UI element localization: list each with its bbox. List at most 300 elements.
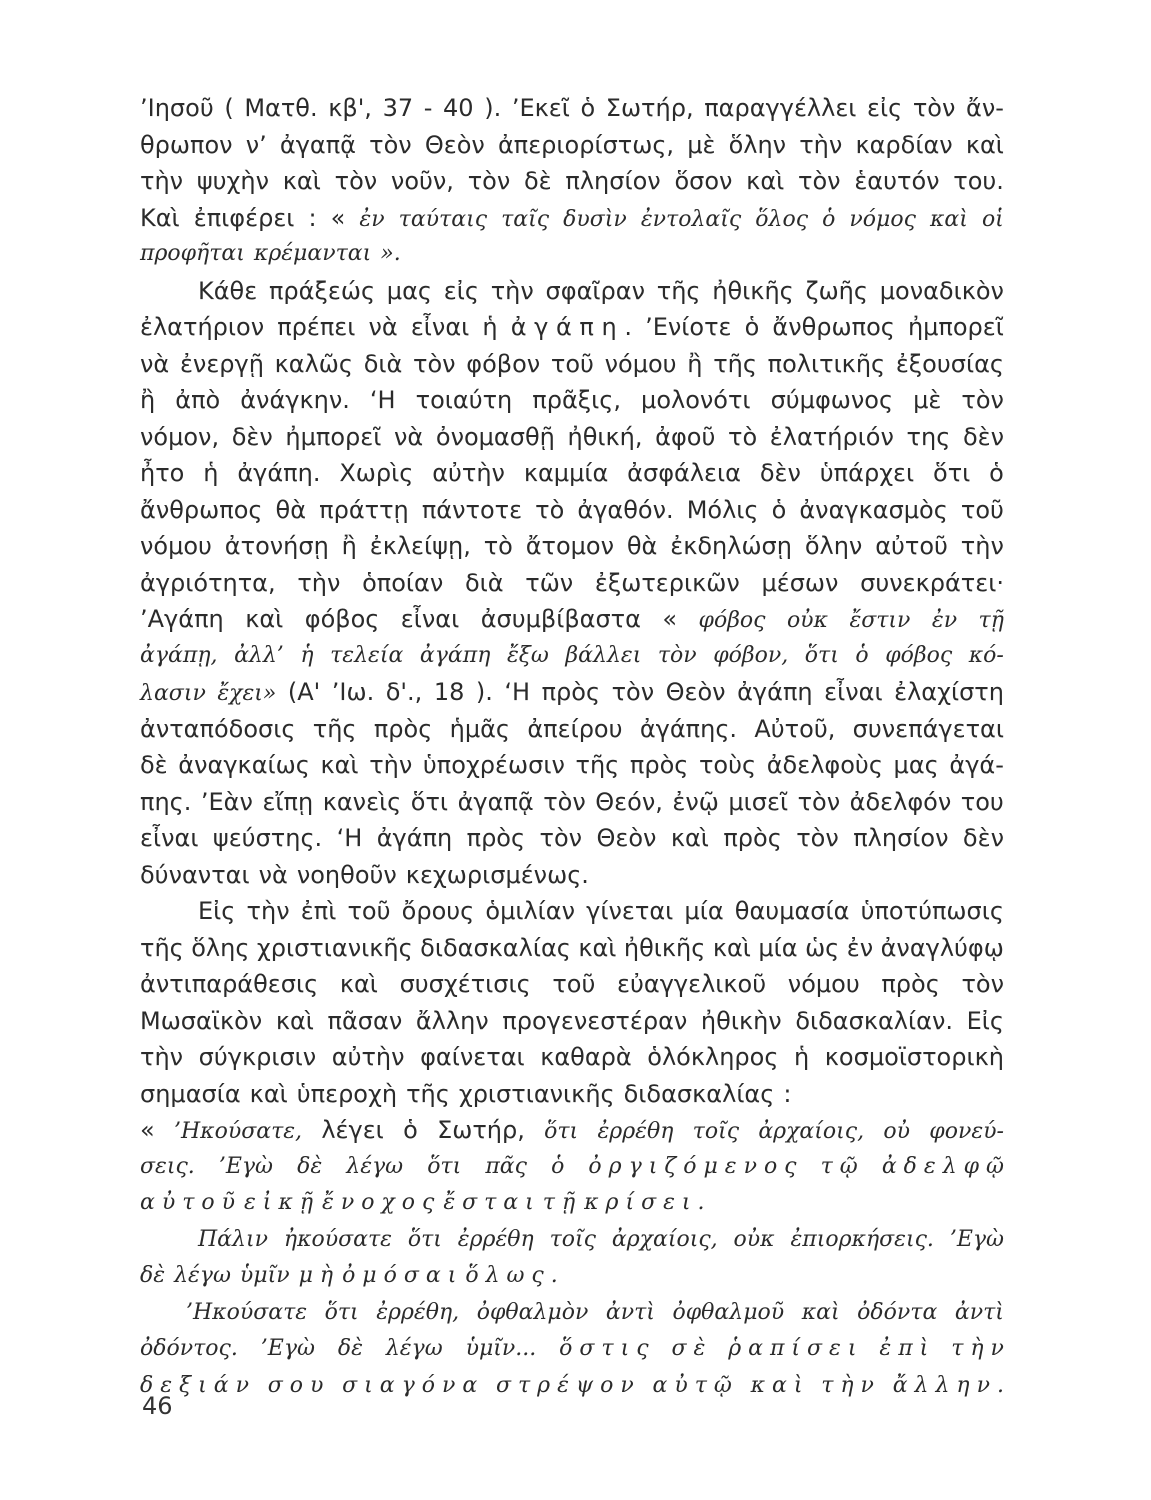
word: δὲν [962, 824, 1004, 852]
page-number: 46 [142, 1392, 173, 1420]
word: τ ῷ [820, 1153, 858, 1179]
word: τὸν [912, 94, 956, 122]
word: χριστιανικῆς [458, 1079, 615, 1108]
word: πράξεώς [268, 276, 376, 305]
word: Σωτήρ, [437, 1116, 525, 1144]
word: τὸ [728, 422, 758, 451]
word: ε ἰ κ ῇ [244, 1190, 314, 1215]
word: ὅλην [728, 130, 787, 159]
word: ὅ λ ω ς . [465, 1263, 558, 1288]
word: ὁ [744, 313, 760, 341]
word: νὰ [394, 422, 424, 451]
word: μὲ [913, 386, 942, 414]
word: ἐκλείψῃ, [369, 532, 471, 560]
word: οἱ [981, 206, 1004, 232]
text-line [140, 893, 1004, 930]
word: ψεύστης. [212, 824, 323, 852]
word: ‘Η [504, 678, 531, 706]
word: ὀφθαλμὸν [476, 1299, 589, 1325]
word: ὁ [989, 459, 1004, 487]
word: ὀ μ ό σ α ι [342, 1263, 457, 1288]
word: τ ὴ ν [821, 1372, 874, 1398]
word: τῶν [525, 568, 574, 597]
word: νόμος [849, 206, 916, 232]
word: εἴπῃ [262, 787, 314, 816]
word: ἀντὶ [954, 1299, 1004, 1325]
word: ὅτι [324, 1299, 359, 1325]
word: ταύταις [398, 206, 488, 232]
word: καὶ [670, 824, 709, 852]
word: λέγω [346, 1153, 404, 1179]
word: βάλλει [565, 642, 642, 668]
word: συνεπάγεται [852, 714, 1004, 743]
word: ἄνθρωπος [140, 495, 263, 524]
word: πᾶς [485, 1153, 527, 1179]
word: τῆς [713, 349, 757, 378]
text-line [140, 1185, 1004, 1222]
text-line [140, 90, 1004, 127]
word: σεις. [140, 1153, 195, 1179]
word: ἢ [341, 532, 357, 560]
word: Μόλις [686, 495, 759, 524]
word: τῆς [312, 714, 357, 743]
word: σύγκρισιν [198, 1043, 317, 1071]
word: σφαῖραν [545, 276, 645, 305]
word: ἀναγκασμὸς [799, 495, 948, 524]
word: τὸν [796, 824, 839, 852]
word: ἡ [482, 313, 498, 341]
word: θὰ [626, 532, 658, 560]
word: ἀρχαίοις, [758, 1119, 865, 1144]
word: ταῖς [501, 206, 550, 232]
word: κό- [968, 642, 1004, 668]
word: τῆς [575, 751, 620, 779]
word: ὀφθαλμοῦ [672, 1299, 785, 1325]
text-line [140, 1331, 1004, 1368]
body-text [140, 90, 1004, 1404]
word: κανεὶς [322, 787, 402, 816]
word: καὶ [245, 605, 284, 633]
word: ψυχὴν [196, 167, 270, 195]
word: : [308, 203, 317, 232]
word: καὶ [801, 1299, 840, 1325]
word: 37 [382, 94, 414, 122]
word: (Α' [287, 678, 321, 706]
word: ὅ σ τ ι ς [559, 1336, 649, 1361]
word: ἡ [203, 459, 219, 487]
word: συνεκράτει· [860, 568, 1004, 597]
word: ( [224, 94, 234, 122]
word: ἄτομον [525, 532, 614, 560]
text-line [140, 346, 1004, 383]
word: πλησίον [853, 824, 949, 852]
word: ἐλατήριον [140, 313, 265, 341]
word: διδασκαλίαν. [795, 1006, 953, 1035]
word: α ὐ τ ο ῦ [140, 1190, 235, 1215]
word: τὸν [961, 386, 1004, 414]
word: δύνανται [140, 860, 250, 889]
word: δὲ [140, 751, 168, 779]
word: τ ῇ [542, 1190, 576, 1215]
word: ’Εὰν [200, 787, 253, 816]
word: ἀγαπᾷ [279, 130, 357, 159]
word: πρὸς [466, 824, 526, 852]
word: πρὸς [723, 824, 782, 852]
word: γίνεται [586, 897, 674, 925]
word: ὁλόκληρος [647, 1043, 779, 1071]
word: εἶναι [140, 824, 199, 852]
word: Καὶ [140, 203, 180, 232]
text-line [140, 273, 1004, 310]
word: καὶ [339, 970, 378, 998]
word: ἡ [300, 642, 314, 668]
text-line [140, 674, 1004, 711]
word: ἀγριότητα, [140, 568, 276, 597]
word: κοσμοϊστορικὴ [824, 1043, 1004, 1071]
word: χριστιανικῆς [256, 933, 413, 962]
word: ἔ ν ο χ ο ς [322, 1190, 435, 1215]
word: τοῦ [552, 970, 596, 998]
word: ἐπιορκήσεις. [790, 1226, 934, 1252]
word: ’Αγάπη [140, 605, 224, 633]
word: μέσων [761, 568, 839, 597]
word: καθαρὰ [540, 1043, 632, 1071]
word: πάντοτε [421, 495, 523, 524]
word: ἐρρέθη, [376, 1299, 460, 1325]
word: ἐν [846, 933, 874, 962]
word: ὅσον [674, 167, 733, 195]
word: ἐλατήριόν [769, 422, 894, 451]
word: πρὸς [541, 678, 601, 706]
word: μολονότι [641, 386, 751, 414]
word: κεχωρισμένως. [405, 860, 589, 889]
word: ὅλην [804, 532, 863, 560]
word: 18 [433, 678, 465, 706]
word: τὴν [140, 1043, 184, 1071]
word: ἐλαχίστη [894, 678, 1004, 706]
word: - [423, 94, 433, 122]
word: τὸν [961, 970, 1004, 998]
word: ἐ π ὶ [879, 1336, 929, 1361]
text-line [140, 930, 1004, 967]
word: ἠθικὴν [700, 1006, 782, 1035]
word: συσχέτισις [399, 970, 531, 998]
word: φόβον [466, 349, 541, 378]
word: ἀνταπόδοσις [140, 714, 296, 743]
word: τοιαύτη [415, 386, 513, 414]
word: ἢ [140, 386, 156, 414]
word: λέγω [174, 1263, 231, 1288]
word: θὰ [275, 495, 307, 524]
word: φόβος [885, 642, 953, 668]
word: ἀγάπῃ, [140, 642, 218, 668]
word: Εἰς [966, 1006, 1004, 1035]
word: τοῦ [550, 349, 594, 378]
word: σημασία [140, 1079, 241, 1108]
text-line [140, 309, 1004, 346]
word: τὸν [539, 824, 583, 852]
word: ’Ηκούσατε, [173, 1119, 303, 1144]
word: ἐπὶ [300, 897, 337, 925]
word: ἔχει» [217, 681, 277, 706]
word: : [783, 1079, 792, 1108]
word: θαυμασία [734, 897, 850, 925]
text-line [140, 1258, 1004, 1295]
word: λασιν [140, 681, 206, 706]
word: καμμία [523, 459, 609, 487]
word: δ'., [385, 678, 423, 706]
word: καὶ [746, 167, 785, 195]
word: οὐκ [733, 1226, 775, 1252]
word: δὲ [337, 1336, 363, 1361]
word: πρᾶξις, [532, 386, 622, 414]
word: Αὐτοῦ, [754, 714, 836, 743]
word: καὶ [320, 751, 359, 779]
word: ἐκδηλώσῃ [670, 532, 792, 560]
word: διδασκαλίας [420, 933, 571, 962]
word: ’Ενίοτε [645, 313, 732, 341]
word: μία [758, 933, 798, 962]
word: τὸν [797, 787, 841, 816]
word: τὸ [483, 532, 513, 560]
word: ὑμῖν [239, 1263, 290, 1288]
word: ‘Η [336, 824, 363, 852]
word: ἀσυμβίβαστα [480, 605, 641, 633]
word: Θεόν, [595, 787, 663, 816]
word: ὁ [580, 94, 596, 122]
text-line [140, 711, 1004, 748]
word: ἀγά- [949, 751, 1004, 779]
word: τὸν [543, 787, 586, 816]
word: λέγω [385, 1336, 443, 1361]
word: ὀνομασθῇ [435, 422, 555, 451]
word: αὐτὴν [331, 1043, 405, 1071]
word: ἠμπορεῖ [285, 422, 382, 451]
word: διὰ [464, 568, 504, 597]
word: μοναδικὸν [879, 276, 1004, 305]
word: δὲν [231, 422, 273, 451]
word: ὅτι [410, 787, 449, 816]
word: εὐαγγελικοῦ [617, 970, 767, 998]
word: πράττῃ [319, 495, 409, 524]
word: ἐρρέθη [457, 1226, 534, 1252]
word: οὐ [883, 1119, 911, 1144]
word: Κάθε [198, 276, 258, 305]
word: τὸν [369, 130, 412, 159]
word: καὶ [282, 167, 321, 195]
word: σ ο υ [267, 1372, 324, 1398]
text-line [140, 163, 1004, 200]
word: ). [484, 94, 502, 122]
word: ἀντὶ [605, 1299, 655, 1325]
word: τῆς [656, 276, 701, 305]
text-line [140, 601, 1004, 638]
text-line [140, 455, 1004, 492]
word: Πάλιν [198, 1226, 268, 1252]
word: ’Ιω. [331, 678, 375, 706]
word: τὴν [960, 532, 1004, 560]
word: τὴν [246, 897, 290, 925]
word: ἦτο [140, 459, 185, 487]
word: κβ', [328, 94, 372, 122]
word: νόμον, [140, 422, 220, 451]
word: νὰ [140, 349, 170, 378]
word: μὲ [687, 130, 716, 159]
text-line [140, 1222, 1004, 1259]
text-line [140, 638, 1004, 675]
text-line [140, 1368, 1004, 1405]
word: σ ι α γ ό ν α [342, 1372, 478, 1398]
word: τὴν [369, 751, 413, 779]
word: ἀγάπη [419, 642, 491, 668]
word: εἶναι [824, 678, 883, 706]
word: κρέμανται [253, 241, 372, 266]
word: καὶ [249, 1079, 288, 1108]
word: αὐτοῦ [875, 532, 948, 560]
word: ἀπεριορίστως, [497, 130, 675, 159]
word: φονεύ- [929, 1119, 1004, 1144]
word: ). [475, 678, 493, 706]
word: καὶ [712, 933, 751, 962]
word: ἢ [687, 349, 703, 378]
word: ὅτι [933, 459, 971, 487]
word: ἀ δ ε λ φ ῷ [881, 1153, 1004, 1179]
word: ἀτονήσῃ [224, 532, 329, 560]
word: ἀγάπη. [237, 459, 321, 487]
word: ὁμιλίαν [485, 897, 576, 925]
word: ἠθική, [567, 422, 643, 451]
word: Μωσαϊκὸν [140, 1006, 263, 1035]
word: τοῦ [960, 495, 1004, 524]
word: ἠθικῆς [623, 933, 706, 962]
word: πολιτικῆς [767, 349, 886, 378]
word: ἠμπορεῖ [907, 313, 1004, 341]
word: ὀδόντα [857, 1299, 938, 1325]
word: ἀγαθόν. [577, 495, 674, 524]
word: ὅτι [427, 1153, 462, 1179]
word: τὸν [334, 167, 378, 195]
text-line [140, 966, 1004, 1003]
text-line [140, 200, 1004, 237]
word: ἀφοῦ [655, 422, 716, 451]
word: πρὸς [881, 970, 940, 998]
word: ὑπεροχὴ [296, 1079, 398, 1108]
word: τὴν [799, 130, 843, 159]
text-line [140, 1295, 1004, 1332]
word: ἄνθρωπος [772, 313, 895, 341]
word: Θεὸν [665, 678, 726, 706]
word: ἐνεργῇ [179, 349, 264, 378]
word: ». [380, 241, 401, 266]
word: ὁ [822, 206, 836, 232]
word: καὶ [965, 130, 1004, 159]
word: διδασκαλίας [623, 1079, 775, 1108]
word: ὁ [403, 1116, 418, 1144]
word: φόβος [698, 608, 766, 633]
word: ἡμᾶς [449, 714, 510, 743]
word: ἔξω [506, 642, 549, 668]
word: μας [893, 751, 939, 779]
word: ἄ λ λ η ν . [892, 1372, 1004, 1398]
word: ’Εγὼ [260, 1336, 315, 1361]
word: ἄν- [966, 94, 1004, 122]
word: ἔστιν [849, 608, 911, 633]
word: νὰ [258, 860, 288, 889]
word: ἀντιπαράθεσις [140, 970, 319, 998]
word: καρδίαν [855, 130, 953, 159]
word: δὲ [523, 167, 552, 195]
word: ἐν [359, 206, 385, 232]
word: δὲν [962, 422, 1004, 451]
word: ὅτι [804, 642, 839, 668]
word: δ ε ξ ι ά ν [140, 1372, 249, 1398]
word: ἐξωτερικῶν [594, 568, 740, 597]
word: « [140, 1116, 155, 1144]
word: ἀδελφόν [849, 787, 952, 816]
word: ἔ σ τ α ι [443, 1190, 534, 1215]
word: τὸν [798, 167, 841, 195]
word: πλησίον [565, 167, 661, 195]
word: καλῶς [274, 349, 353, 378]
word: τοῖς [692, 1119, 740, 1144]
word: φόβος [304, 605, 380, 633]
word: καὶ [275, 1006, 314, 1035]
word: ‘Η [369, 386, 396, 414]
word: τὸ [535, 495, 565, 524]
word: πρὸς [373, 714, 433, 743]
word: ἀσφάλεια [627, 459, 741, 487]
word: πης. [140, 787, 192, 816]
word: προγενεστέραν [502, 1006, 688, 1035]
word: νοηθοῦν [296, 860, 397, 889]
text-line [140, 419, 1004, 456]
text-line [140, 528, 1004, 565]
word: οὐκ [786, 608, 828, 633]
word: ’Εγὼ [949, 1226, 1004, 1252]
word: τὴν [490, 276, 534, 305]
text-line [140, 1076, 1004, 1113]
word: ἀναγκαίως [178, 751, 310, 779]
word: τοῦ [347, 897, 391, 925]
word: ὑμῖν... [465, 1336, 537, 1361]
word: κ α ὶ [750, 1372, 803, 1398]
word: της [906, 422, 951, 451]
word: ’Εκεῖ [511, 94, 570, 122]
word: 40 [443, 94, 474, 122]
word: Σωτήρ, [605, 94, 694, 122]
word: ἀγάπης. [639, 714, 738, 743]
text-line [140, 236, 1004, 273]
word: τὸν [413, 349, 456, 378]
word: Θεὸν [424, 130, 485, 159]
text-line [140, 1149, 1004, 1186]
word: ἀλλ’ [234, 642, 284, 668]
word: τοῖς [549, 1226, 596, 1252]
word: α ὐ τ ῷ [652, 1372, 732, 1398]
word: ’Ηκούσατε [186, 1299, 308, 1325]
word: δὲ [140, 1263, 166, 1288]
word: ὁποίαν [362, 568, 444, 597]
word: ἀ γ ά π η . [510, 313, 632, 341]
word: νόμου [140, 532, 212, 560]
word: « [330, 203, 346, 232]
word: νὰ [368, 313, 398, 341]
word: ἀγάπη [737, 678, 813, 706]
word: ἐν [931, 608, 958, 633]
word: τὸν [467, 167, 511, 195]
word: εἰς [867, 94, 903, 122]
word: νόμου [787, 970, 860, 998]
